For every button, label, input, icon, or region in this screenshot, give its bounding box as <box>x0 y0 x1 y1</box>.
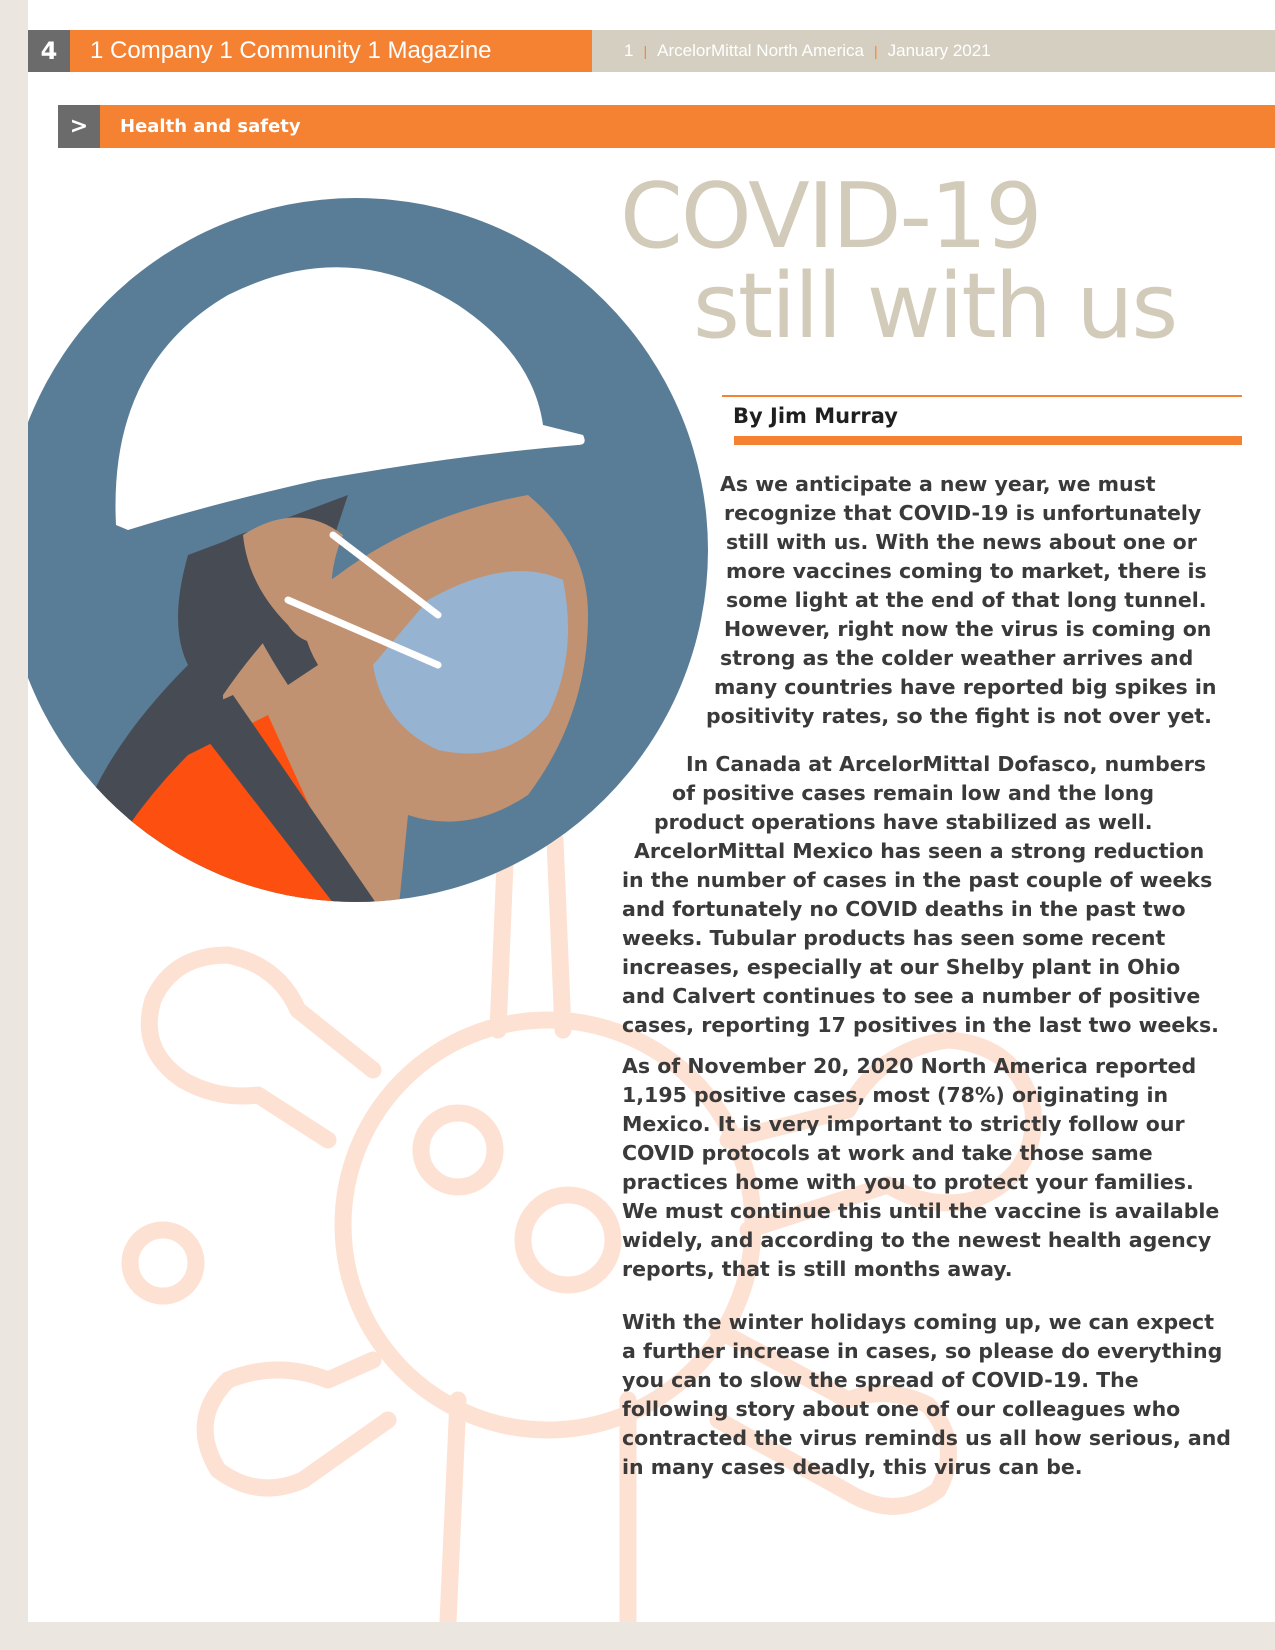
title-rule <box>722 395 1242 397</box>
text-line: recognize that COVID-19 is unfortunately <box>724 501 1202 525</box>
text-line: increases, especially at our Shelby plant in Ohio <box>622 955 1181 979</box>
virus-spike <box>205 1360 388 1488</box>
text-line: widely, and according to the newest health agency <box>622 1228 1212 1252</box>
magazine-page <box>28 0 1275 1622</box>
text-line: As we anticipate a new year, we must <box>720 472 1156 496</box>
section-title: Health and safety <box>120 116 301 137</box>
text-line: more vaccines coming to market, there is <box>726 559 1207 583</box>
separator: | <box>643 43 648 59</box>
paragraph-1 <box>28 470 1216 731</box>
article-title-line-2: still with us <box>693 254 1177 359</box>
magazine-title: 1 Company 1 Community 1 Magazine <box>70 30 592 72</box>
paragraph-3 <box>622 1052 1219 1284</box>
publisher: ArcelorMittal North America <box>657 41 864 60</box>
text-line: some light at the end of that long tunnel. <box>726 588 1207 612</box>
page-number: 4 <box>28 30 70 72</box>
text-line: practices home with you to protect your families. <box>622 1170 1194 1194</box>
article-title-line-1: COVID-19 <box>620 164 1041 269</box>
text-line: positivity rates, so the fight is not over yet. <box>706 704 1212 728</box>
issue-date: January 2021 <box>887 41 991 60</box>
byline: By Jim Murray <box>733 404 898 428</box>
text-line: contracted the virus reminds us all how serious, and <box>622 1426 1231 1450</box>
text-line: In Canada at ArcelorMittal Dofasco, numbers <box>686 752 1207 776</box>
text-line: 1,195 positive cases, most (78%) originating in <box>622 1083 1169 1107</box>
text-line: in the number of cases in the past couple of weeks <box>622 868 1213 892</box>
text-line: weeks. Tubular products has seen some recent <box>622 926 1166 950</box>
text-line: of positive cases remain low and the long <box>672 781 1154 805</box>
text-line: With the winter holidays coming up, we can expect <box>622 1310 1214 1334</box>
text-line: and Calvert continues to see a number of positive <box>622 984 1201 1008</box>
text-line: in many cases deadly, this virus can be. <box>622 1455 1083 1479</box>
paragraph-4 <box>622 1308 1231 1482</box>
text-line: reports, that is still months away. <box>622 1257 1013 1281</box>
byline-rule <box>734 436 1242 445</box>
text-line: still with us. With the news about one or <box>726 530 1197 554</box>
issue-number: 1 <box>624 41 634 60</box>
text-line: a further increase in cases, so please do everything <box>622 1339 1223 1363</box>
separator: | <box>874 43 878 59</box>
text-line: you can to slow the spread of COVID-19. The <box>622 1368 1139 1392</box>
text-line: and fortunately no COVID deaths in the past two <box>622 897 1186 921</box>
virus-knob <box>130 1230 196 1296</box>
text-line: product operations have stabilized as well. <box>654 810 1153 834</box>
text-line: strong as the colder weather arrives and <box>720 646 1194 670</box>
virus-inner-circle <box>523 1195 613 1285</box>
text-line: However, right now the virus is coming on <box>724 617 1212 641</box>
chevron-right-icon: > <box>58 105 100 148</box>
text-line: cases, reporting 17 positives in the last two weeks. <box>622 1013 1219 1037</box>
text-line: many countries have reported big spikes in <box>714 675 1217 699</box>
paragraph-2 <box>28 750 1219 1040</box>
text-line: We must continue this until the vaccine is available <box>622 1199 1220 1223</box>
text-line: following story about one of our colleagues who <box>622 1397 1181 1421</box>
text-line: As of November 20, 2020 North America reported <box>622 1054 1197 1078</box>
text-line: ArcelorMittal Mexico has seen a strong reduction <box>634 839 1205 863</box>
virus-inner-circle <box>421 1113 495 1187</box>
text-line: Mexico. It is very important to strictly follow our <box>622 1112 1185 1136</box>
text-line: COVID protocols at work and take those same <box>622 1141 1153 1165</box>
